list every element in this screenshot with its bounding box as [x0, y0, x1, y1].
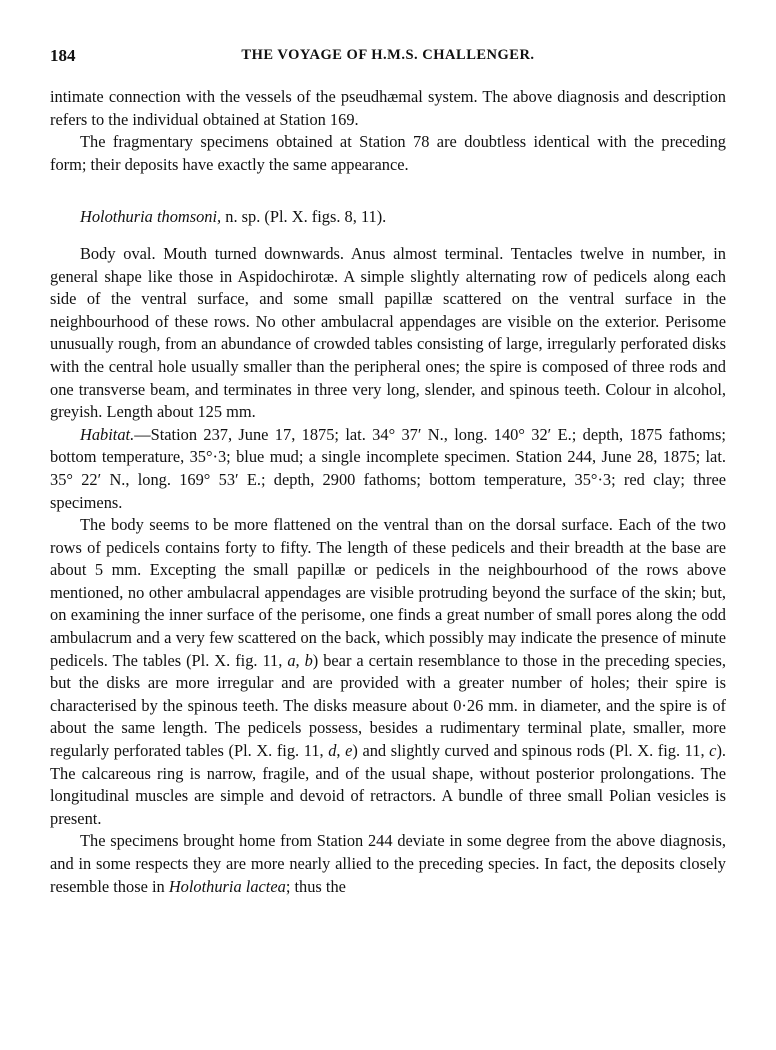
figure-ref-d: d [328, 741, 337, 761]
text-span: , [336, 741, 346, 761]
body-text [50, 86, 726, 898]
habitat-label: Habitat. [80, 424, 135, 444]
text-span: , [295, 650, 305, 670]
paragraph-station-244 [50, 830, 726, 898]
paragraph-fragmentary-specimens: The fragmentary specimens obtained at Station 78 are doubtless identical with the preceding form; their deposits have exactly the same appearance. [50, 132, 726, 174]
text-span: ) bear a certain resemblance to those in the preceding species, but the disks are more irregular and are provided with a greater number of holes; their spire is characterised by the spinous teeth. The disks measure about 0·26 mm. in diameter, and the spire is of about the same length. The pedicels possess, besides a rudimentary terminal plate, smaller, more regularly perforated tables (Pl. X. fig. 11, [50, 650, 726, 761]
text-span: ; thus the [285, 876, 346, 896]
text-span: The body seems to be more flattened on the ventral than on the dorsal surface. Each of the two rows of pedicels contains forty to fifty. The length of these pedicels and their breadth at the base are about 5 mm. Excepting the small papillæ or pedicels in the neighbourhood of the rows above mentioned, no other ambulacral appendages are visible protruding beyond the surface of the skin; but, on examining the inner surface of the perisome, one finds a great number of small pores along the odd ambulacrum and a very few scattered on the back, which possibly may indicate the presence of minute pedicels. The tables (Pl. X. fig. 11, [50, 515, 726, 670]
habitat-text: —Station 237, June 17, 1875; lat. 34° 37′ N., long. 140° 32′ E.; depth, 1875 fathoms; bottom temperature, 35°·3; blue mud; a single incomplete specimen. Station 244, June 28, 1875; lat. 35° 22′ N., long. 169° 53′ E.; depth, 2900 fathoms; bottom temperature, 35°·3; red clay; three specimens. [50, 424, 726, 512]
page-number: 184 [50, 46, 76, 65]
paragraph-description [50, 514, 726, 830]
figure-ref-a: a [287, 650, 296, 670]
species-heading [50, 176, 726, 243]
paragraph-habitat [50, 424, 726, 514]
page-header [50, 46, 726, 68]
paragraph-continuation: intimate connection with the vessels of the pseudhæmal system. The above diagnosis and description refers to the individual obtained at Station 169. [50, 87, 726, 129]
text-span: ). The calcareous ring is narrow, fragile, and of the usual shape, without posterior prolongations. The longitudinal muscles are simple and devoid of retractors. A bundle of three small Polian vesicles is present. [50, 741, 726, 828]
species-name-lactea: Holothuria lactea [168, 876, 286, 896]
figure-ref-b: b [304, 650, 313, 670]
text-span: ) and slightly curved and spinous rods (Pl. X. fig. 11, [352, 741, 710, 761]
species-name: Holothuria thomsoni, [80, 207, 222, 227]
figure-ref-e: e [345, 741, 353, 761]
species-reference: n. sp. (Pl. X. figs. 8, 11). [221, 207, 387, 227]
figure-ref-c: c [709, 741, 717, 761]
text-span: The specimens brought home from Station 244 deviate in some degree from the above diagnosis, and in some respects they are more nearly allied to the preceding species. In fact, the deposits closely resemble those in [50, 831, 726, 896]
running-title: THE VOYAGE OF H.M.S. CHALLENGER. [241, 47, 535, 63]
paragraph-diagnosis: Body oval. Mouth turned downwards. Anus almost terminal. Tentacles twelve in number, in general shape like those in Aspidochirotæ. A simple slightly alternating row of pedicels along each side of the ventral surface, and some small papillæ scattered on the ventral surface in the neighbourhood of these rows. No other ambulacral appendages are visible on the exterior. Perisome unusually rough, from an abundance of crowded tables consisting of large, irregularly perforated disks with the central hole usually smaller than the peripheral ones; the spire is composed of three rods and one transverse beam, and terminates in three very long, slender, and spinous teeth. Colour in alcohol, greyish. Length about 125 mm. [50, 243, 726, 422]
